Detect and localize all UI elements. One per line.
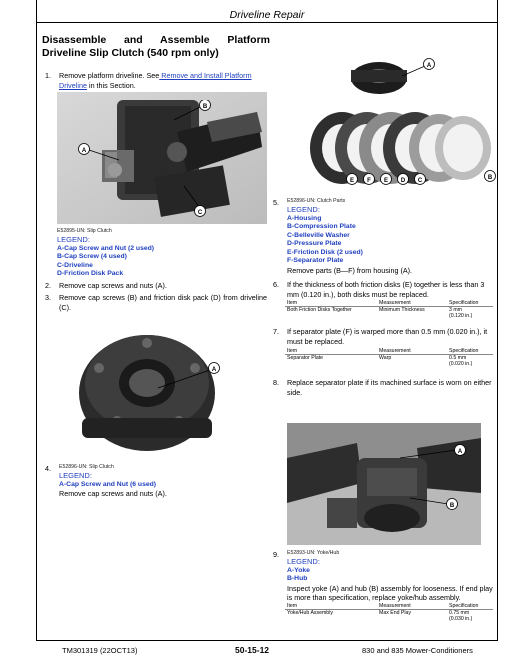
step-1-caption: E52895-UN: Slip Clutch [57,228,112,234]
step-6 [273,280,495,299]
legend-item: A-Yoke [287,566,310,574]
step-2-number: 2. [45,281,51,290]
step-1 [45,71,270,90]
footer-page-number: 50-15-12 [235,645,270,655]
step-9 [273,550,495,603]
callout-e-label: E [349,178,355,184]
step-6-number: 6. [273,280,279,289]
step-4-caption: E52896-UN: Slip Clutch [59,464,114,470]
legend-item: B-Cap Screw (4 used) [57,253,127,260]
spec-value-imperial: (0.030 in.) [449,616,473,622]
callout-c-label: C [197,210,203,216]
callout-a-label: A [457,449,463,455]
step-2 [45,281,270,291]
legend-item: C-Driveline [57,261,93,269]
legend-item: F-Separator Plate [287,257,344,264]
spec-item: Separator Plate [287,355,324,361]
header-rule [36,22,498,23]
legend-item: B-Compression Plate [287,223,356,230]
callout-e2-label: E [383,178,389,184]
callout-c-label: C [417,178,423,184]
step-3-number: 3. [45,293,51,302]
step-8 [273,378,495,397]
spec-header-specification: Specification [447,603,493,610]
spec-header-item: Item [285,300,377,307]
step-2-text: Remove cap screws and nuts (A). [59,281,167,290]
legend-item: A-Cap Screw and Nut (2 used) [57,244,155,252]
footer-product: 830 and 835 Mower-Conditioners [362,646,473,655]
step-9-spec-table [285,603,493,622]
step-1-text: Remove platform driveline. See [59,71,160,80]
step-4 [45,464,270,499]
callout-b-label: B [487,175,493,181]
step-5-number: 5. [273,198,279,207]
legend-item: A-Cap Screw and Nut (6 used) [59,480,157,488]
step-8-text: Replace separator plate if its machined surface is worn on either side. [287,378,492,397]
callout-a-label: A [426,63,432,69]
step-3 [45,293,267,312]
step-7 [273,327,495,346]
step-5-caption: E52896-UN: Clutch Parts [287,198,346,204]
page-frame-left [36,0,37,640]
step-3-text: Remove cap screws (B) and friction disk pack (D) from driveline (C). [59,293,267,312]
spec-measurement: Max End Play [379,610,412,616]
step-5-legend-title: LEGEND: [287,205,320,214]
step-6-text: If the thickness of both friction disks (E) together is less than 3 mm (0.120 in.), both disks must be replaced. [287,280,485,299]
remove-install-driveline-link[interactable]: Remove and Install Platform Driveline [59,71,252,90]
footer-doc-id: TM301319 (22OCT13) [62,646,138,655]
footer-rule [36,640,498,641]
section-title-line-1: Disassemble and Assemble Platform [42,34,270,46]
step-1-legend-title: LEGEND: [57,235,90,244]
spec-item: Yoke/Hub Assembly [287,610,333,616]
page-header-title: Driveline Repair [229,9,305,21]
spec-value: 0.75 mm [449,610,470,616]
disk-pack-callouts [150,360,230,400]
callout-a-label: A [211,367,217,373]
callout-d-label: D [400,178,406,184]
step-1-legend [57,228,267,279]
step-9-text: Inspect yoke (A) and hub (B) assembly for looseness. If end play is more than specification, replace yoke/hub assembly. [287,583,493,602]
step-7-text: If separator plate (F) is warped more than 0.5 mm (0.020 in.), it must be replaced. [287,327,488,346]
callout-b-label: B [202,104,208,110]
spec-header-measurement: Measurement [377,348,447,355]
spec-value: 3 mm [449,307,462,313]
legend-item: D-Pressure Plate [287,240,342,247]
step-7-spec-table [285,348,493,367]
spec-header-item: Item [285,603,377,610]
step-6-spec-table [285,300,493,319]
section-title-line-2: Driveline Slip Clutch (540 rpm only) [42,47,219,59]
section-title [42,34,270,60]
callout-b-label: B [449,503,455,509]
spec-value-imperial: (0.120 in.) [449,313,473,319]
spec-header-specification: Specification [447,348,493,355]
step-1-number: 1. [45,71,51,80]
spec-value: 0.5 mm [449,355,467,361]
step-5-text: Remove parts (B—F) from housing (A). [287,265,413,275]
spec-value-imperial: (0.020 in.) [449,361,473,367]
yoke-hub-callouts [380,440,480,520]
spec-header-measurement: Measurement [377,300,447,307]
spec-item: Both Friction Disks Together [287,307,352,313]
step-8-number: 8. [273,378,279,387]
callout-f-label: F [367,178,371,184]
legend-item: E-Friction Disk (2 used) [287,248,363,256]
step-4-text: Remove cap screws and nuts (A). [59,489,167,498]
step-9-number: 9. [273,550,279,559]
spec-header-measurement: Measurement [377,603,447,610]
legend-item: D-Friction Disk Pack [57,270,124,277]
spec-measurement: Warp [379,355,392,361]
legend-item: A-Housing [287,214,322,222]
step-1-text-tail: in this Section. [86,80,136,90]
clutch-parts-callouts [287,48,499,190]
slip-clutch-callouts [74,100,264,222]
step-7-number: 7. [273,327,279,336]
step-4-legend-title: LEGEND: [59,471,92,480]
step-9-caption: E52893-UN: Yoke/Hub [287,550,340,556]
spec-header-item: Item [285,348,377,355]
step-9-legend-title: LEGEND: [287,557,320,566]
step-4-number: 4. [45,464,51,473]
callout-a-label: A [81,148,87,154]
legend-item: B-Hub [287,575,308,582]
step-5 [273,198,493,275]
spec-header-specification: Specification [447,300,493,307]
legend-item: C-Belleville Washer [287,231,350,239]
spec-measurement: Minimum Thickness [379,307,425,313]
